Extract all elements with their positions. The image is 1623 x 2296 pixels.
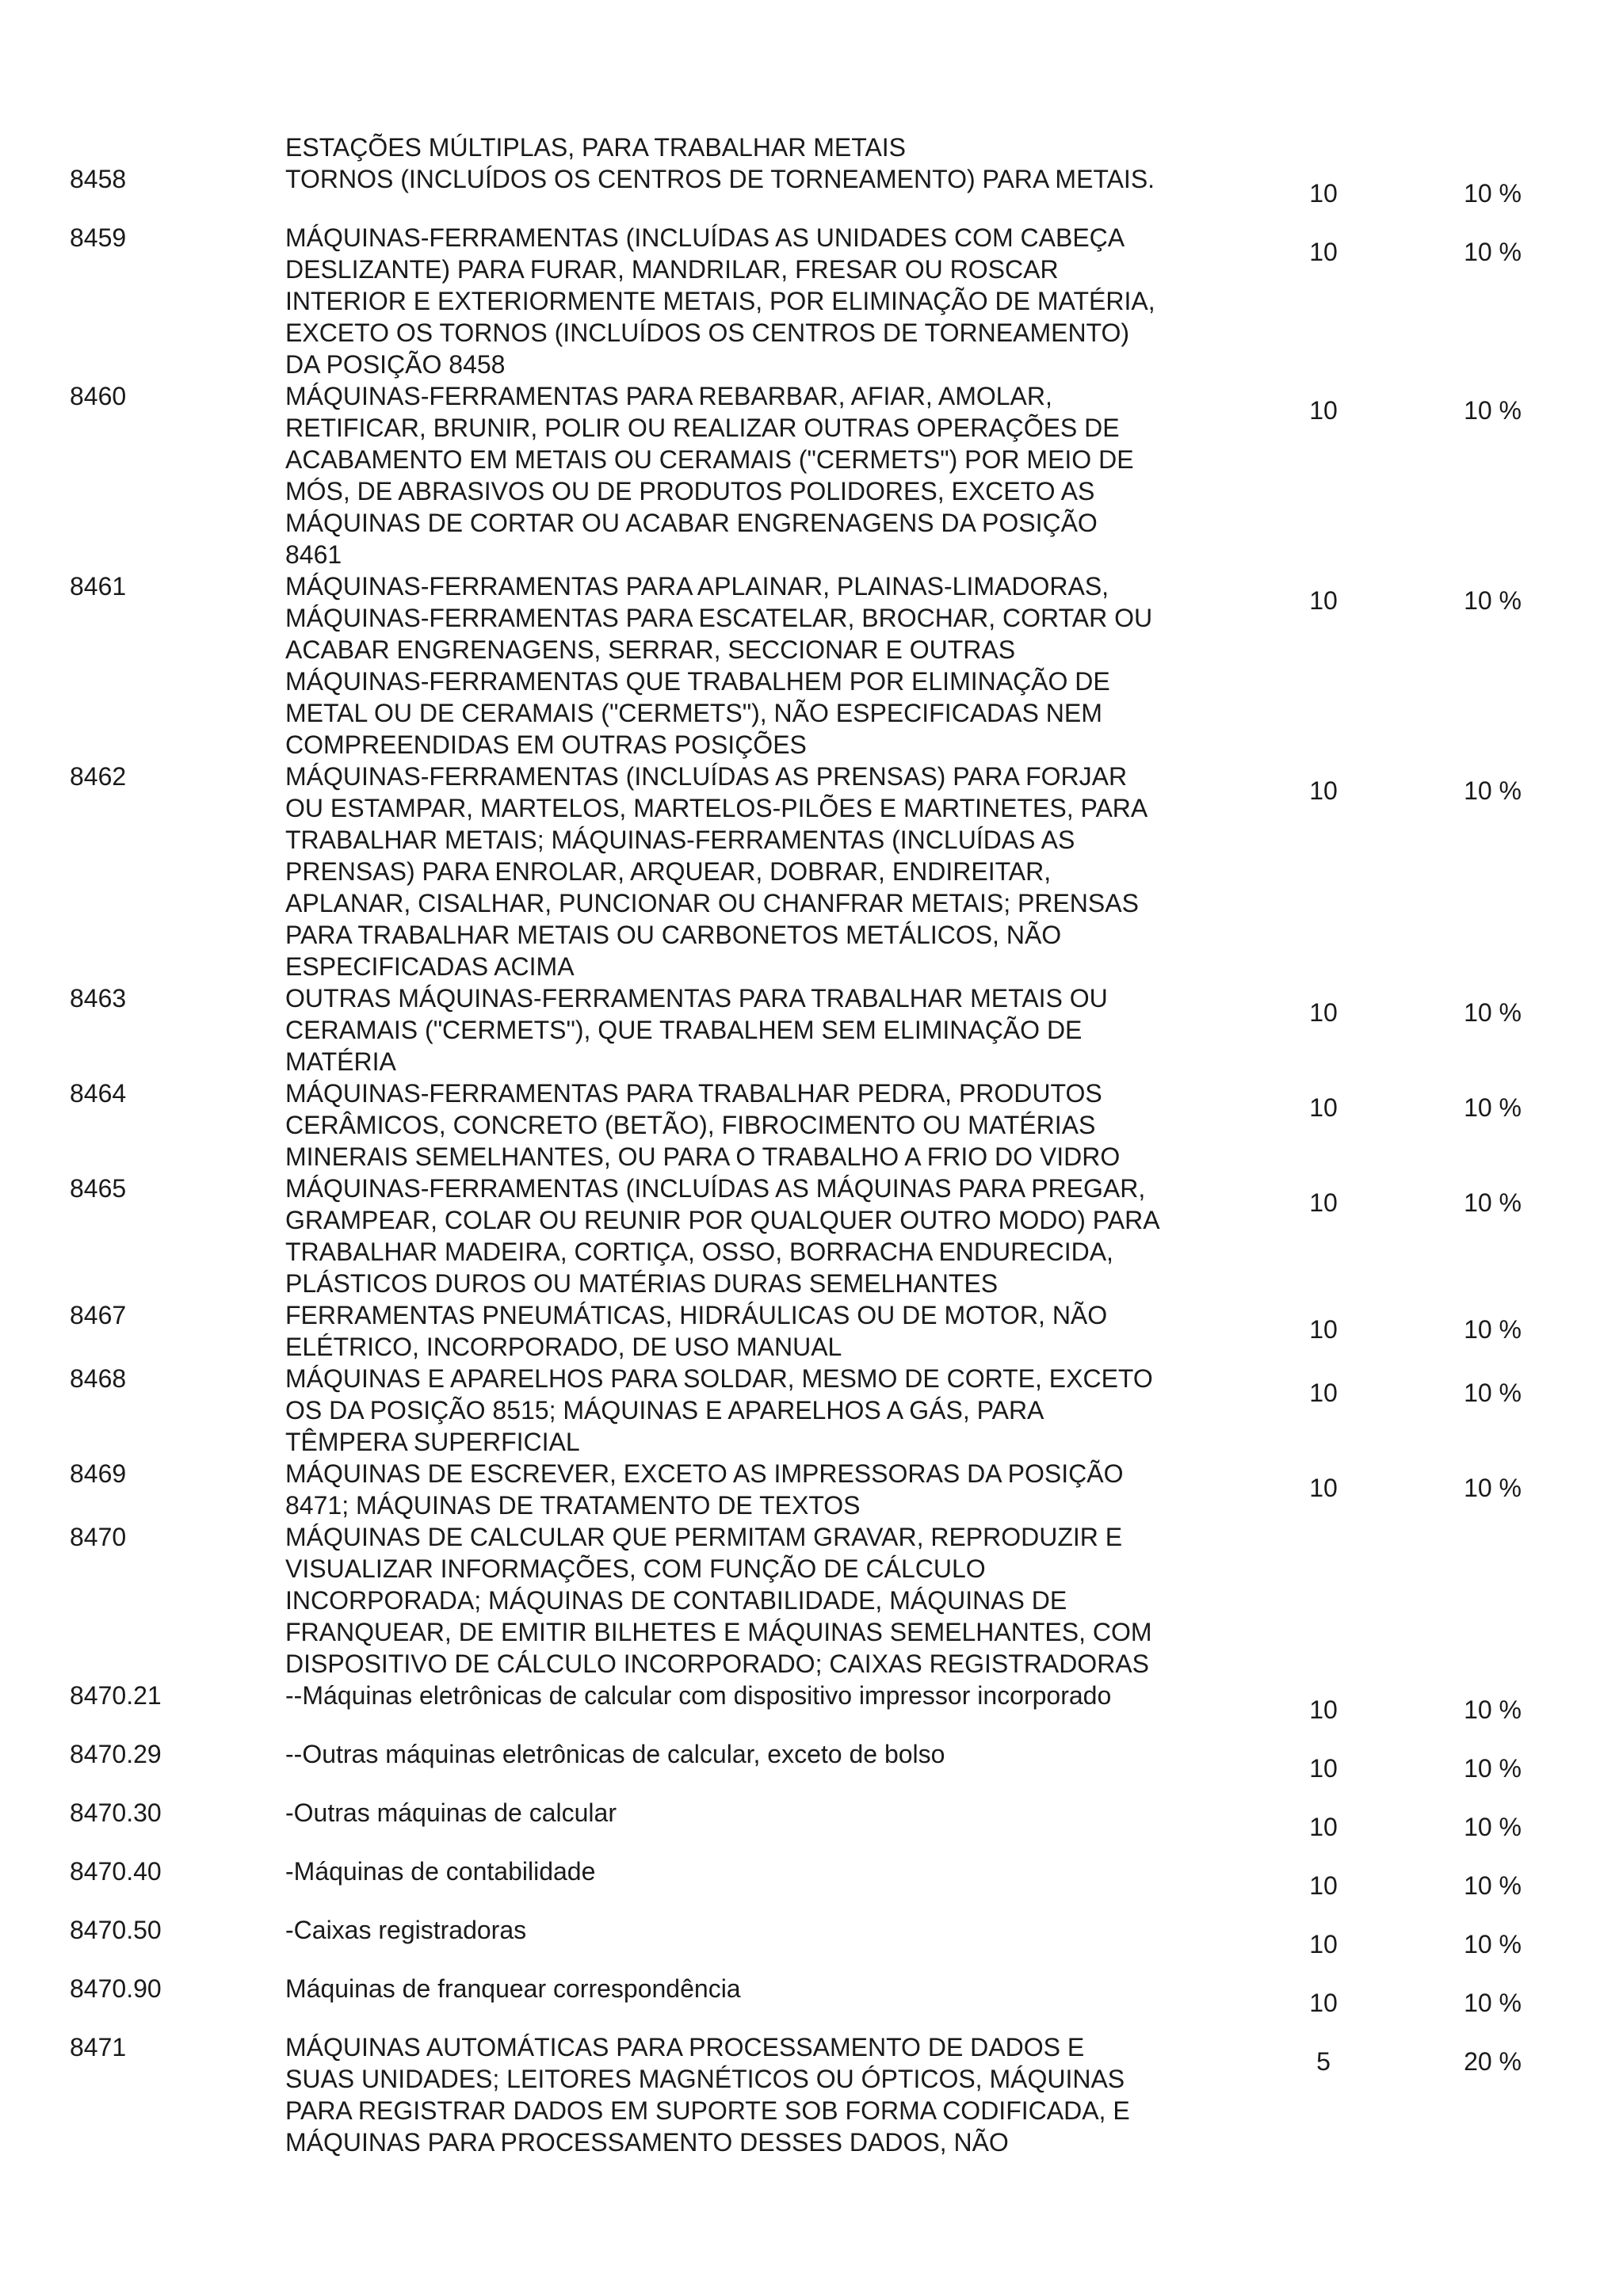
ncm-code: 8470.40	[70, 1857, 162, 1886]
ncm-code: 8462	[70, 762, 127, 791]
continuation-text: ESTAÇÕES MÚLTIPLAS, PARA TRABALHAR METAIS	[285, 133, 907, 162]
rate-value: 10 %	[1464, 238, 1522, 266]
item-description: FERRAMENTAS PNEUMÁTICAS, HIDRÁULICAS OU DE MOTOR, NÃO ELÉTRICO, INCORPORADO, DE USO MANUAL	[285, 1301, 1108, 1361]
ncm-code: 8470.29	[70, 1740, 162, 1768]
ncm-code: 8470.30	[70, 1798, 162, 1827]
ncm-code: 8470.50	[70, 1916, 162, 1944]
item-description: -Outras máquinas de calcular	[285, 1798, 617, 1827]
rate-value: 10 %	[1464, 396, 1522, 425]
rate-value: 10 %	[1464, 1315, 1522, 1344]
rate-value: 10 %	[1464, 1379, 1522, 1407]
item-description: MÁQUINAS-FERRAMENTAS PARA REBARBAR, AFIAR, AMOLAR, RETIFICAR, BRUNIR, POLIR OU REALIZAR OUTRAS OPERAÇÕES DE ACABAMENTO EM METAIS OU CERAMAIS ("CERMETS") POR MEIO DE MÓS, DE ABRASIVOS OU DE PRODUTOS POLIDORES, EXCETO AS MÁQUINAS DE CORTAR OU ACABAR ENGRENAGENS DA POSIÇÃO 8461	[285, 382, 1134, 569]
item-description: --Máquinas eletrônicas de calcular com dispositivo impressor incorporado	[285, 1681, 1112, 1710]
quantity-value: 10	[1309, 1474, 1338, 1502]
quantity-value: 5	[1316, 2047, 1331, 2076]
rate-value: 10 %	[1464, 1989, 1522, 2017]
quantity-value: 10	[1309, 1989, 1338, 2017]
rate-value: 10 %	[1464, 1813, 1522, 1841]
quantity-value: 10	[1309, 238, 1338, 266]
item-description: MÁQUINAS-FERRAMENTAS PARA TRABALHAR PEDRA, PRODUTOS CERÂMICOS, CONCRETO (BETÃO), FIBROCIMENTO OU MATÉRIAS MINERAIS SEMELHANTES, OU PARA O TRABALHO A FRIO DO VIDRO	[285, 1079, 1121, 1171]
item-description: MÁQUINAS-FERRAMENTAS PARA APLAINAR, PLAINAS-LIMADORAS, MÁQUINAS-FERRAMENTAS PARA ESCATELAR, BROCHAR, CORTAR OU ACABAR ENGRENAGENS, SERRAR, SECCIONAR E OUTRAS MÁQUINAS-FERRAMENTAS QUE TRABALHEM POR ELIMINAÇÃO DE METAL OU DE CERAMAIS ("CERMETS"), NÃO ESPECIFICADAS NEM COMPREENDIDAS EM OUTRAS POSIÇÕES	[285, 572, 1153, 759]
rate-value: 20 %	[1464, 2047, 1522, 2076]
rate-value: 10 %	[1464, 586, 1522, 615]
quantity-value: 10	[1309, 1695, 1338, 1724]
rate-value: 10 %	[1464, 1754, 1522, 1783]
quantity-value: 10	[1309, 396, 1338, 425]
item-description: MÁQUINAS E APARELHOS PARA SOLDAR, MESMO DE CORTE, EXCETO OS DA POSIÇÃO 8515; MÁQUINAS E APARELHOS A GÁS, PARA TÊMPERA SUPERFICIAL	[285, 1364, 1153, 1456]
item-description: --Outras máquinas eletrônicas de calcular, exceto de bolso	[285, 1740, 945, 1768]
item-description: MÁQUINAS-FERRAMENTAS (INCLUÍDAS AS UNIDADES COM CABEÇA DESLIZANTE) PARA FURAR, MANDRILAR, FRESAR OU ROSCAR INTERIOR E EXTERIORMENTE METAIS, POR ELIMINAÇÃO DE MATÉRIA, EXCETO OS TORNOS (INCLUÍDOS OS CENTROS DE TORNEAMENTO) DA POSIÇÃO 8458	[285, 223, 1155, 379]
quantity-value: 10	[1309, 776, 1338, 805]
rate-value: 10 %	[1464, 776, 1522, 805]
ncm-code: 8461	[70, 572, 127, 601]
item-description: MÁQUINAS-FERRAMENTAS (INCLUÍDAS AS MÁQUINAS PARA PREGAR, GRAMPEAR, COLAR OU REUNIR POR QUALQUER OUTRO MODO) PARA TRABALHAR MADEIRA, CORTIÇA, OSSO, BORRACHA ENDURECIDA, PLÁSTICOS DUROS OU MATÉRIAS DURAS SEMELHANTES	[285, 1174, 1160, 1298]
quantity-value: 10	[1309, 1188, 1338, 1217]
item-description: -Caixas registradoras	[285, 1916, 527, 1944]
ncm-code: 8458	[70, 165, 127, 193]
quantity-value: 10	[1309, 1871, 1338, 1900]
item-description: MÁQUINAS DE ESCREVER, EXCETO AS IMPRESSORAS DA POSIÇÃO 8471; MÁQUINAS DE TRATAMENTO DE TEXTOS	[285, 1459, 1124, 1520]
quantity-value: 10	[1309, 1315, 1338, 1344]
ncm-code: 8467	[70, 1301, 127, 1329]
item-description: MÁQUINAS AUTOMÁTICAS PARA PROCESSAMENTO DE DADOS E SUAS UNIDADES; LEITORES MAGNÉTICOS OU ÓPTICOS, MÁQUINAS PARA REGISTRAR DADOS EM SUPORTE SOB FORMA CODIFICADA, E MÁQUINAS PARA PROCESSAMENTO DESSES DADOS, NÃO	[285, 2033, 1130, 2157]
rate-value: 10 %	[1464, 1871, 1522, 1900]
item-description: OUTRAS MÁQUINAS-FERRAMENTAS PARA TRABALHAR METAIS OU CERAMAIS ("CERMETS"), QUE TRABALHEM SEM ELIMINAÇÃO DE MATÉRIA	[285, 984, 1108, 1076]
quantity-value: 10	[1309, 1930, 1338, 1958]
rate-value: 10 %	[1464, 1188, 1522, 1217]
rate-value: 10 %	[1464, 1474, 1522, 1502]
quantity-value: 10	[1309, 1754, 1338, 1783]
quantity-value: 10	[1309, 1813, 1338, 1841]
ncm-code: 8463	[70, 984, 127, 1013]
ncm-code: 8469	[70, 1459, 127, 1488]
item-description: MÁQUINAS-FERRAMENTAS (INCLUÍDAS AS PRENSAS) PARA FORJAR OU ESTAMPAR, MARTELOS, MARTELOS-PILÕES E MARTINETES, PARA TRABALHAR METAIS; MÁQUINAS-FERRAMENTAS (INCLUÍDAS AS PRENSAS) PARA ENROLAR, ARQUEAR, DOBRAR, ENDIREITAR, APLANAR, CISALHAR, PUNCIONAR OU CHANFRAR METAIS; PRENSAS PARA TRABALHAR METAIS OU CARBONETOS METÁLICOS, NÃO ESPECIFICADAS ACIMA	[285, 762, 1148, 981]
ncm-code: 8471	[70, 2033, 127, 2061]
item-description: MÁQUINAS DE CALCULAR QUE PERMITAM GRAVAR, REPRODUZIR E VISUALIZAR INFORMAÇÕES, COM FUNÇÃO DE CÁLCULO INCORPORADA; MÁQUINAS DE CONTABILIDADE, MÁQUINAS DE FRANQUEAR, DE EMITIR BILHETES E MÁQUINAS SEMELHANTES, COM DISPOSITIVO DE CÁLCULO INCORPORADO; CAIXAS REGISTRADORAS	[285, 1523, 1152, 1678]
rate-value: 10 %	[1464, 179, 1522, 208]
rate-value: 10 %	[1464, 998, 1522, 1027]
rate-value: 10 %	[1464, 1093, 1522, 1122]
ncm-code: 8460	[70, 382, 127, 410]
ncm-code: 8459	[70, 223, 127, 252]
ncm-code: 8470	[70, 1523, 127, 1551]
item-description: Máquinas de franquear correspondência	[285, 1974, 741, 2003]
ncm-code: 8468	[70, 1364, 127, 1393]
ncm-code: 8470.21	[70, 1681, 162, 1710]
ncm-code: 8464	[70, 1079, 127, 1108]
quantity-value: 10	[1309, 998, 1338, 1027]
quantity-value: 10	[1309, 1093, 1338, 1122]
quantity-value: 10	[1309, 1379, 1338, 1407]
rate-value: 10 %	[1464, 1930, 1522, 1958]
item-description: -Máquinas de contabilidade	[285, 1857, 596, 1886]
item-description: TORNOS (INCLUÍDOS OS CENTROS DE TORNEAMENTO) PARA METAIS.	[285, 165, 1155, 193]
quantity-value: 10	[1309, 179, 1338, 208]
ncm-code: 8465	[70, 1174, 127, 1203]
rate-value: 10 %	[1464, 1695, 1522, 1724]
quantity-value: 10	[1309, 586, 1338, 615]
ncm-code: 8470.90	[70, 1974, 162, 2003]
